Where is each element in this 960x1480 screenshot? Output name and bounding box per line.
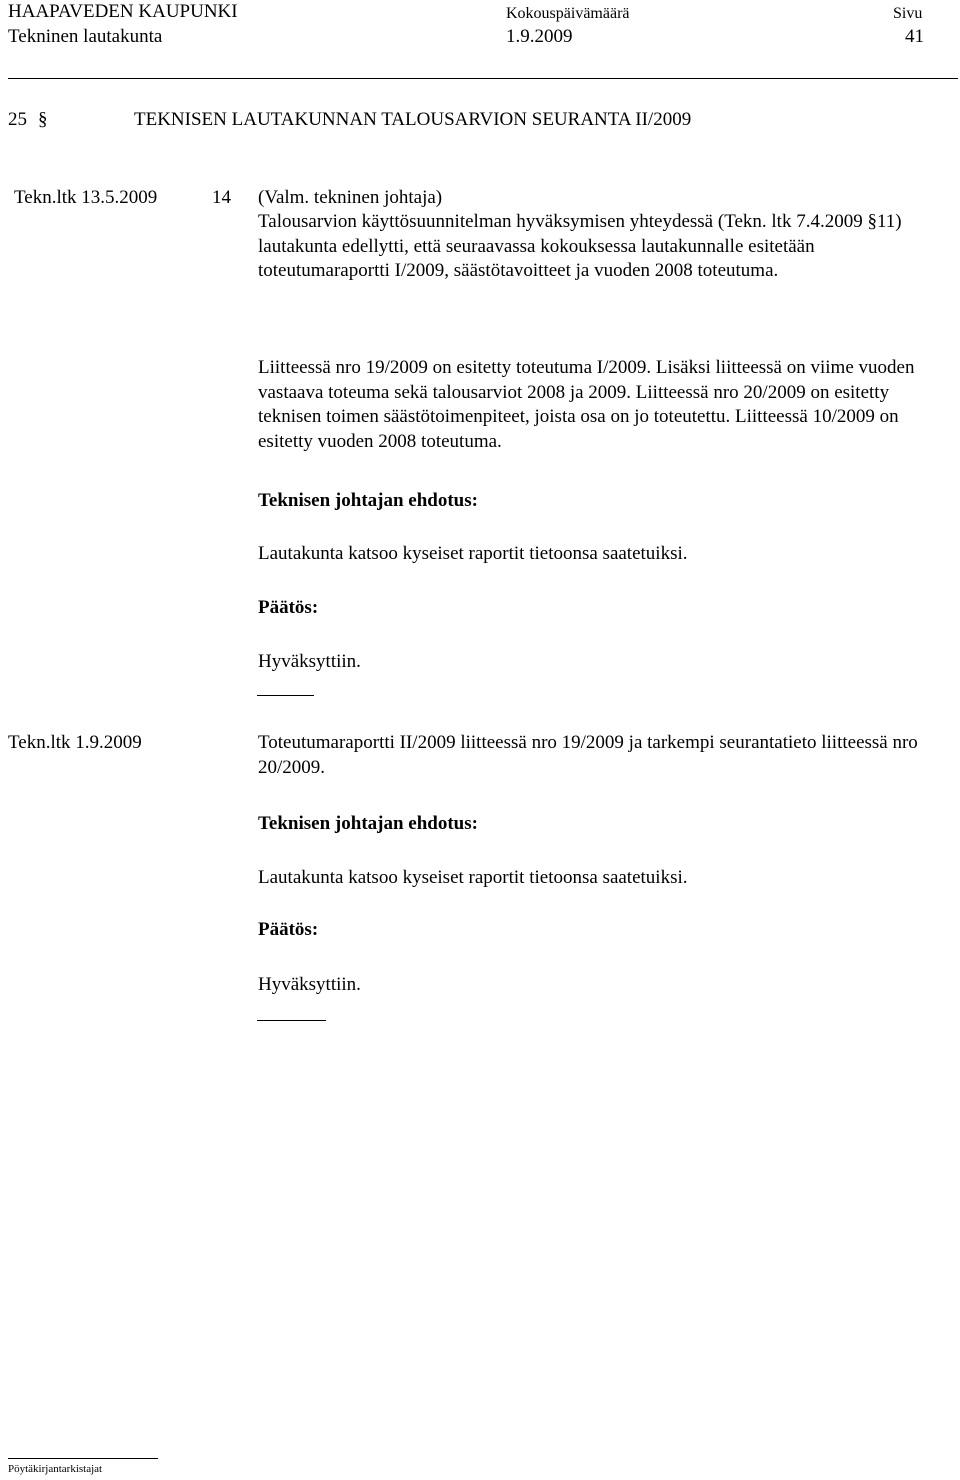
decision-underline bbox=[257, 1020, 326, 1021]
proposal-heading: Teknisen johtajan ehdotus: bbox=[258, 813, 478, 834]
decision-text: Hyväksyttiin. bbox=[258, 974, 361, 995]
preparer-note: (Valm. tekninen johtaja) bbox=[258, 187, 443, 208]
page-label: Sivu bbox=[893, 5, 923, 22]
section-number: 25 bbox=[8, 109, 27, 130]
minutes-checkers-label: Pöytäkirjantarkistajat bbox=[8, 1463, 103, 1475]
intro-paragraph: Toteutumaraportti II/2009 liitteessä nro 19/2009 ja tarkempi seurantatieto liitteessä nro 20/2009. bbox=[258, 732, 918, 778]
decision-heading: Päätös: bbox=[258, 919, 319, 940]
board-name: Tekninen lautakunta bbox=[8, 26, 163, 47]
entry-reference: Tekn.ltk 1.9.2009 bbox=[8, 732, 142, 753]
entry-reference-number: 14 bbox=[212, 187, 231, 208]
intro-paragraph: Talousarvion käyttösuunnitelman hyväksymisen yhteydessä (Tekn. ltk 7.4.2009 §11) lautakunta edellytti, että seuraavassa kokouksessa lautakunnalle esitetään toteutumaraportti I/2009, säästötavoitteet ja vuoden 2008 toteutuma. bbox=[258, 211, 902, 281]
section-symbol: § bbox=[38, 109, 48, 130]
proposal-text: Lautakunta katsoo kyseiset raportit tietoonsa saatetuiksi. bbox=[258, 867, 688, 888]
decision-heading: Päätös: bbox=[258, 597, 319, 618]
decision-underline bbox=[257, 695, 314, 696]
meeting-date: 1.9.2009 bbox=[506, 26, 573, 47]
decision-text: Hyväksyttiin. bbox=[258, 651, 361, 672]
header-divider bbox=[8, 78, 958, 79]
proposal-heading: Teknisen johtajan ehdotus: bbox=[258, 490, 478, 511]
meeting-date-label: Kokouspäivämäärä bbox=[506, 5, 630, 22]
proposal-text: Lautakunta katsoo kyseiset raportit tietoonsa saatetuiksi. bbox=[258, 543, 688, 564]
signature-line bbox=[8, 1458, 158, 1459]
municipality-name: HAAPAVEDEN KAUPUNKI bbox=[8, 1, 238, 22]
entry-reference: Tekn.ltk 13.5.2009 bbox=[14, 187, 158, 208]
page-number: 41 bbox=[905, 26, 924, 47]
details-paragraph: Liitteessä nro 19/2009 on esitetty toteutuma I/2009. Lisäksi liitteessä on viime vuoden vastaava toteuma sekä talousarviot 2008 ja 2009. Liitteessä nro 20/2009 on esitetty teknisen toimen säästötoimenpiteet, joista osa on jo toteutettu. Liitteessä 10/2009 on esitetty vuoden 2008 toteutuma. bbox=[258, 357, 915, 452]
section-title: TEKNISEN LAUTAKUNNAN TALOUSARVION SEURANTA II/2009 bbox=[134, 109, 692, 130]
